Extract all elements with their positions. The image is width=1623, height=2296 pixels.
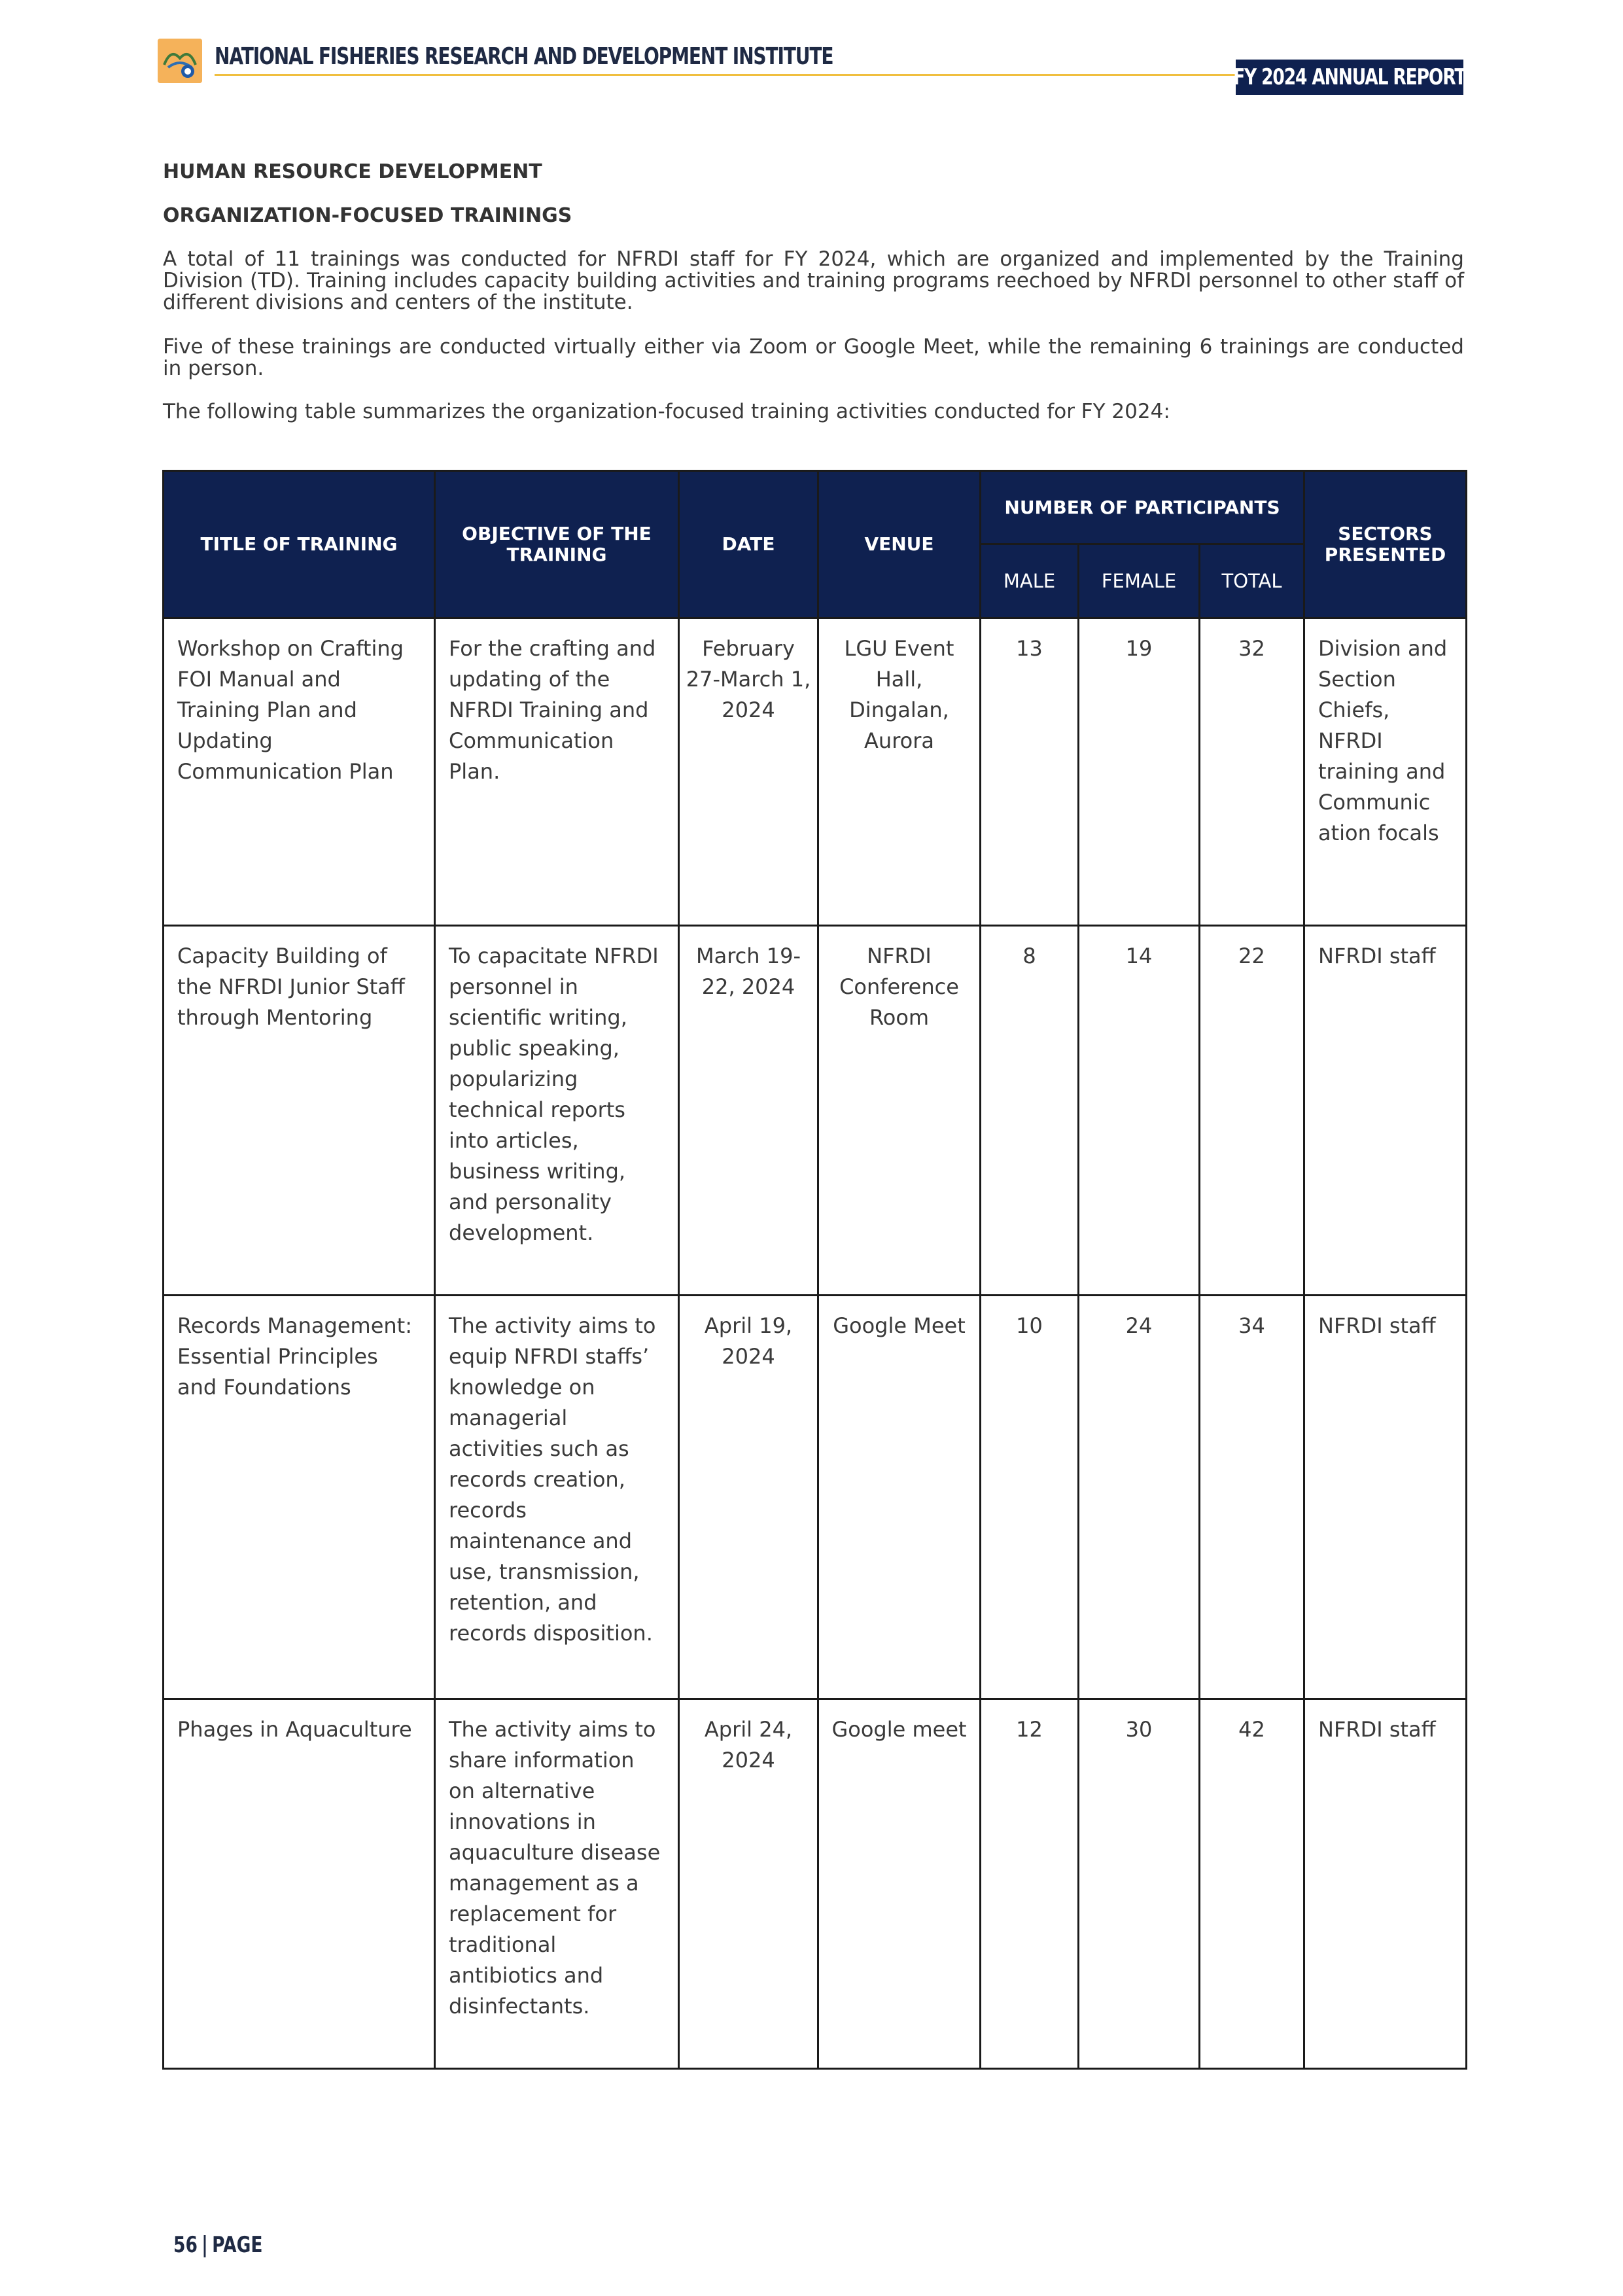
nfrdi-logo-icon [158, 39, 202, 83]
section-title: HUMAN RESOURCE DEVELOPMENT [163, 160, 542, 183]
cell-sectors: Division and Section Chiefs, NFRDI training and Communic ation focals [1304, 618, 1467, 926]
cell-total: 32 [1200, 618, 1304, 926]
cell-total: 34 [1200, 1296, 1304, 1699]
training-table [162, 470, 1467, 2070]
cell-venue: Google meet [818, 1699, 981, 2069]
cell-male: 12 [981, 1699, 1079, 2069]
page-number: 56 [173, 2232, 198, 2258]
header-male: MALE [981, 544, 1079, 618]
cell-male: 13 [981, 618, 1079, 926]
cell-title: Phages in Aquaculture [164, 1699, 435, 2069]
cell-total: 22 [1200, 926, 1304, 1296]
cell-date: February 27-March 1, 2024 [679, 618, 818, 926]
table-row [164, 926, 1467, 1296]
paragraph-modality: Five of these trainings are conducted virtually either via Zoom or Google Meet, while the remaining 6 trainings are conducted in person. [163, 335, 1464, 380]
cell-objective: For the crafting and updating of the NFRDI Training and Communication Plan. [435, 618, 679, 926]
page-separator: | [201, 2232, 208, 2258]
cell-total: 42 [1200, 1699, 1304, 2069]
cell-objective: To capacitate NFRDI personnel in scientific writing, public speaking, popularizing technical reports into articles, business writing, and personality development. [435, 926, 679, 1296]
subsection-title: ORGANIZATION-FOCUSED TRAININGS [163, 204, 572, 227]
cell-female: 19 [1079, 618, 1200, 926]
cell-objective: The activity aims to equip NFRDI staffs’ knowledge on managerial activities such as records creation, records maintenance and use, transmission, retention, and records disposition. [435, 1296, 679, 1699]
cell-date: April 24, 2024 [679, 1699, 818, 2069]
paragraph-intro: A total of 11 trainings was conducted for NFRDI staff for FY 2024, which are organized and implemented by the Training Division (TD). Training includes capacity building activities and training programs reechoed by NFRDI personnel to other staff of different divisions and centers of the institute. [163, 247, 1464, 314]
report-badge [1233, 60, 1466, 95]
cell-date: March 19-22, 2024 [679, 926, 818, 1296]
logo-graphic [158, 39, 202, 83]
cell-sectors: NFRDI staff [1304, 1699, 1467, 2069]
header-venue: VENUE [818, 471, 981, 618]
cell-female: 14 [1079, 926, 1200, 1296]
report-title: FY 2024 ANNUAL REPORT [1233, 64, 1466, 90]
cell-female: 24 [1079, 1296, 1200, 1699]
cell-venue: NFRDI Conference Room [818, 926, 981, 1296]
table-row [164, 1296, 1467, 1699]
header-participants: NUMBER OF PARTICIPANTS [981, 471, 1304, 544]
cell-title: Records Management: Essential Principles and Foundations [164, 1296, 435, 1699]
table-row [164, 618, 1467, 926]
header-date: DATE [679, 471, 818, 618]
cell-sectors: NFRDI staff [1304, 1296, 1467, 1699]
header-total: TOTAL [1200, 544, 1304, 618]
cell-venue: LGU Event Hall, Dingalan, Aurora [818, 618, 981, 926]
header-sectors: SECTORS PRESENTED [1304, 471, 1467, 618]
page-footer [173, 2232, 263, 2258]
header-female: FEMALE [1079, 544, 1200, 618]
cell-title: Workshop on Crafting FOI Manual and Training Plan and Updating Communication Plan [164, 618, 435, 926]
cell-male: 10 [981, 1296, 1079, 1699]
institute-name: NATIONAL FISHERIES RESEARCH AND DEVELOPMENT INSTITUTE [215, 43, 833, 70]
cell-title: Capacity Building of the NFRDI Junior Staff through Mentoring [164, 926, 435, 1296]
table-row [164, 1699, 1467, 2069]
cell-female: 30 [1079, 1699, 1200, 2069]
cell-male: 8 [981, 926, 1079, 1296]
header-rule [215, 74, 1235, 76]
cell-venue: Google Meet [818, 1296, 981, 1699]
paragraph-table-intro: The following table summarizes the organization-focused training activities conducted for FY 2024: [163, 400, 1170, 423]
cell-objective: The activity aims to share information on alternative innovations in aquaculture disease management as a replacement for traditional antibiotics and disinfectants. [435, 1699, 679, 2069]
cell-sectors: NFRDI staff [1304, 926, 1467, 1296]
cell-date: April 19, 2024 [679, 1296, 818, 1699]
page-label: PAGE [212, 2232, 263, 2258]
header-title: TITLE OF TRAINING [164, 471, 435, 618]
header-objective: OBJECTIVE OF THE TRAINING [435, 471, 679, 618]
